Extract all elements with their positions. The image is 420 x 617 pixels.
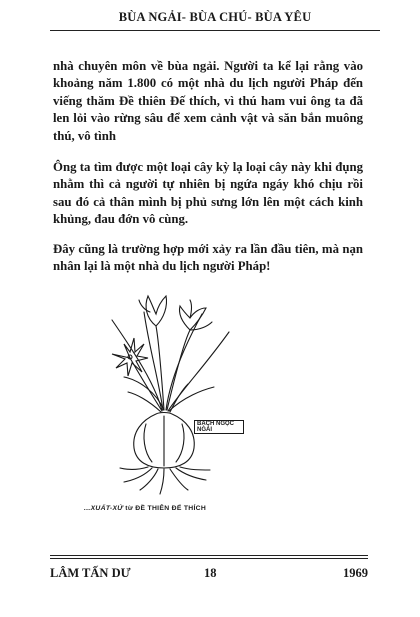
caption-mid: từ (125, 505, 134, 512)
plant-drawing-icon (84, 292, 244, 497)
plant-label: BẠCH NGỌC NGẢI (194, 420, 244, 434)
paragraph: Ông ta tìm được một loại cây kỳ lạ loại cây này khi đụng nhằm thì cả người tự nhiên bị ngứa ngáy khó chịu rồi sau đó cả thân mình bị phủ sưng lớn lên một cách kinh khủng, đau đớn vô cùng. (53, 160, 363, 227)
paragraph: nhà chuyên môn về bùa ngải. Người ta kể lại rằng vào khoảng năm 1.800 có một nhà du lịch người Pháp đến viếng thăm Đề thiên Đế thích, vì thú ham vui ông ta đã len lỏi vào rừng sâu để xem cảnh vật và săn bắn muông thú, vô tình (53, 59, 363, 143)
footer-year: 1969 (343, 566, 368, 580)
footer-author: LÂM TẤN DƯ (50, 566, 131, 580)
plant-illustration (84, 292, 244, 497)
footer-rule-top (50, 555, 368, 556)
paragraph: Đây cũng là trường hợp mới xảy ra lần đầu tiên, mà nạn nhân lại là một nhà du lịch người Pháp! (53, 241, 363, 274)
page-number: 18 (204, 566, 217, 580)
caption-lead: ...XUẤT-XỨ (84, 505, 124, 512)
running-header: BÙA NGẢI- BÙA CHÚ- BÙA YÊU (118, 10, 312, 24)
body-text (53, 58, 363, 287)
caption-place: ĐỀ THIÊN ĐẾ THÍCH (135, 505, 207, 512)
footer-rule-bottom (50, 558, 368, 559)
page-footer (50, 566, 368, 582)
header-rule (50, 30, 380, 31)
figure-caption (84, 505, 344, 512)
